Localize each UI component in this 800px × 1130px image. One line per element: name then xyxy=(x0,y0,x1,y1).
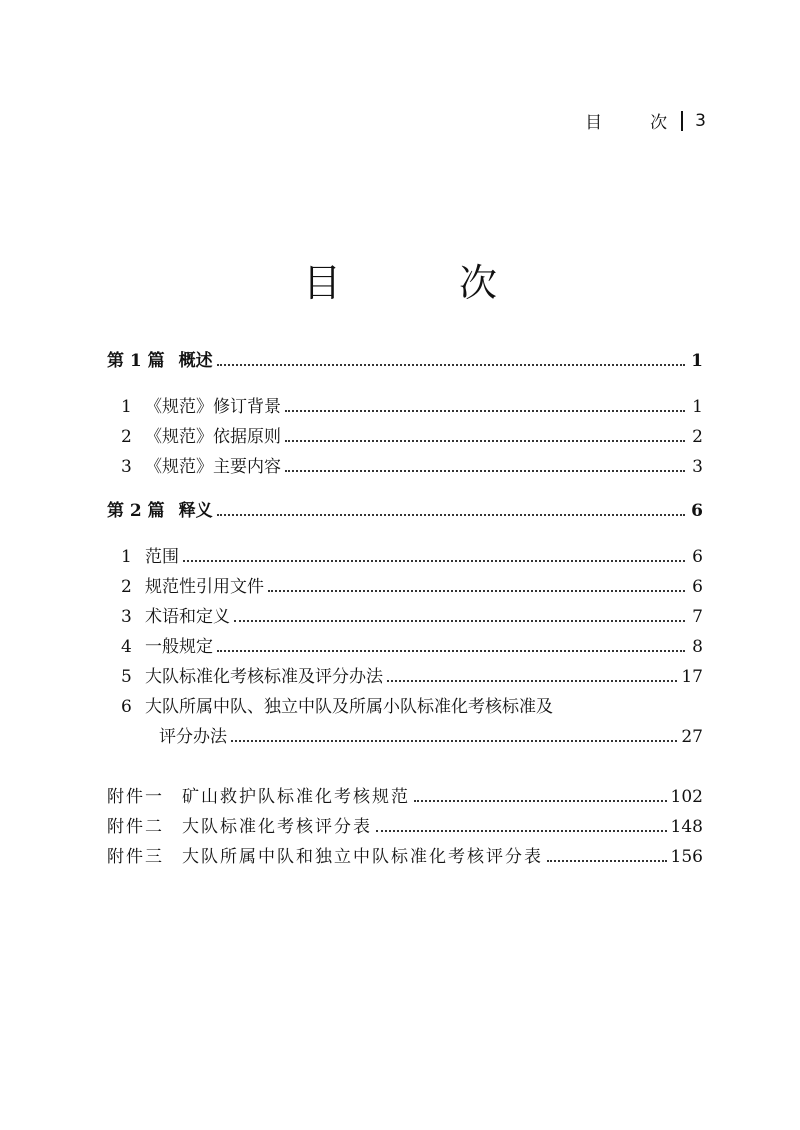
toc-entry[interactable] xyxy=(107,396,703,418)
toc-part-label: 第 1 篇 xyxy=(107,351,165,371)
toc-entry[interactable] xyxy=(107,546,703,568)
toc-entry-number: 3 xyxy=(121,457,132,477)
toc-entry-title: 范围 xyxy=(145,547,179,567)
toc-part-label: 第 2 篇 xyxy=(107,501,165,521)
toc-entry[interactable] xyxy=(107,636,703,658)
running-header-page-number: 3 xyxy=(695,110,706,131)
toc-page-number: 102 xyxy=(670,787,703,807)
toc-entry-title: 规范性引用文件 xyxy=(145,577,264,597)
toc-page-number: 1 xyxy=(692,397,703,417)
toc-entry-number: 2 xyxy=(121,427,132,447)
dot-leader xyxy=(234,620,685,622)
toc-page-number: 2 xyxy=(692,427,703,447)
toc-entry-number: 1 xyxy=(121,397,132,417)
toc-entry[interactable] xyxy=(107,606,703,628)
running-header-divider xyxy=(681,111,683,131)
toc-entry-title: 《规范》依据原则 xyxy=(145,427,281,447)
dot-leader xyxy=(547,860,667,862)
toc-part-2[interactable] xyxy=(107,500,703,522)
running-header-word-right: 次 xyxy=(650,113,668,133)
toc-part-1[interactable] xyxy=(107,350,703,372)
toc-page-number: 1 xyxy=(691,351,703,371)
toc-page-number: 8 xyxy=(692,637,703,657)
toc-page-number: 6 xyxy=(691,501,703,521)
page-title-left: 目 xyxy=(302,261,341,305)
toc-appendix-title: 大队标准化考核评分表 xyxy=(182,817,372,837)
toc-entry-title: 大队所属中队、独立中队及所属小队标准化考核标准及 xyxy=(145,697,553,717)
toc-entry-title: 大队标准化考核标准及评分办法 xyxy=(145,667,383,687)
running-header xyxy=(585,108,706,133)
toc-appendix[interactable] xyxy=(107,786,703,808)
toc-appendix-label: 附件一 xyxy=(107,787,164,807)
toc-entry-number: 2 xyxy=(121,577,132,597)
toc-entry-number: 3 xyxy=(121,607,132,627)
toc-entry-number: 6 xyxy=(121,697,132,717)
dot-leader xyxy=(376,830,667,832)
toc-page-number: 148 xyxy=(670,817,703,837)
toc-entry[interactable] xyxy=(107,666,703,688)
toc-page-number: 3 xyxy=(692,457,703,477)
toc-page-number: 17 xyxy=(681,667,703,687)
dot-leader xyxy=(285,440,685,442)
dot-leader xyxy=(268,590,685,592)
dot-leader xyxy=(285,410,685,412)
dot-leader xyxy=(285,470,685,472)
toc-appendix-label: 附件二 xyxy=(107,817,164,837)
toc-part-title: 释义 xyxy=(178,501,213,521)
toc-page-number: 27 xyxy=(681,727,703,747)
toc-entry-number: 5 xyxy=(121,667,132,687)
toc-entry[interactable] xyxy=(107,456,703,478)
toc-appendix[interactable] xyxy=(107,816,703,838)
toc-entry-continuation[interactable] xyxy=(107,726,703,748)
page-title-right: 次 xyxy=(459,261,498,305)
toc-appendix[interactable] xyxy=(107,846,703,868)
page-title xyxy=(0,252,800,307)
toc-page-number: 6 xyxy=(692,577,703,597)
dot-leader xyxy=(414,800,667,802)
toc-entry-title: 《规范》主要内容 xyxy=(145,457,281,477)
running-header-word-left: 目 xyxy=(585,113,603,133)
toc-page-number: 156 xyxy=(670,847,703,867)
toc-appendix-title: 大队所属中队和独立中队标准化考核评分表 xyxy=(182,847,543,867)
dot-leader xyxy=(217,364,685,366)
dot-leader xyxy=(387,680,677,682)
toc-entry-number: 4 xyxy=(121,637,132,657)
toc-entry-title: 术语和定义 xyxy=(145,607,230,627)
toc-entry-title: 《规范》修订背景 xyxy=(145,397,281,417)
toc-entry-title: 一般规定 xyxy=(145,637,213,657)
toc-part-title: 概述 xyxy=(178,351,213,371)
toc-page-number: 6 xyxy=(692,547,703,567)
toc-entry-title-continuation: 评分办法 xyxy=(159,727,227,747)
toc-appendix-title: 矿山救护队标准化考核规范 xyxy=(182,787,410,807)
dot-leader xyxy=(217,514,685,516)
dot-leader xyxy=(217,650,685,652)
dot-leader xyxy=(231,740,677,742)
toc-page-number: 7 xyxy=(692,607,703,627)
dot-leader xyxy=(183,560,685,562)
toc-entry[interactable] xyxy=(107,426,703,448)
toc-appendix-label: 附件三 xyxy=(107,847,164,867)
toc-entry-number: 1 xyxy=(121,547,132,567)
toc-entry[interactable] xyxy=(107,696,703,718)
toc-entry[interactable] xyxy=(107,576,703,598)
